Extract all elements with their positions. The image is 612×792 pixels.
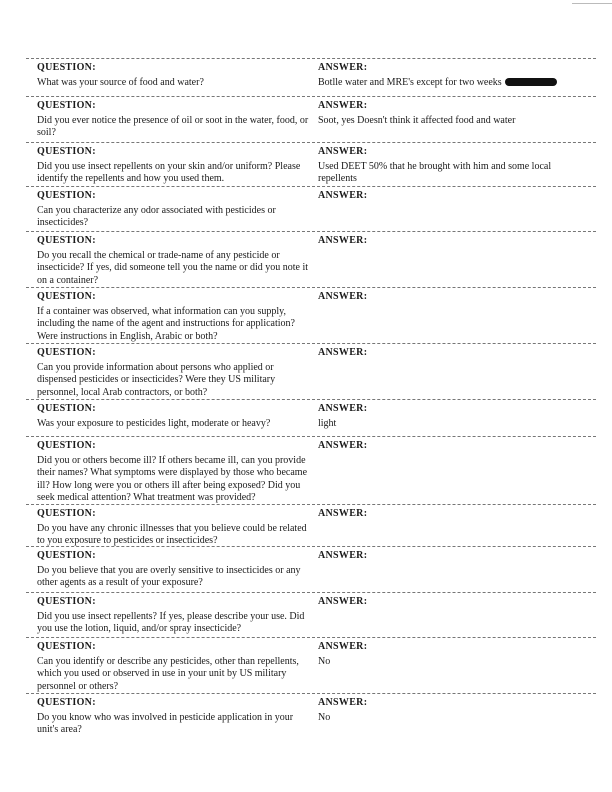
question-label: QUESTION:: [37, 440, 96, 451]
question-cell: [37, 641, 312, 693]
qa-row: [26, 186, 596, 229]
qa-row: [26, 546, 596, 589]
answer-label: ANSWER:: [318, 291, 368, 302]
answer-cell: [318, 146, 578, 186]
question-label: QUESTION:: [37, 291, 96, 302]
question-cell: [37, 697, 312, 737]
answer-text: Botlle water and MRE's except for two weeks: [318, 76, 502, 88]
question-label: QUESTION:: [37, 62, 96, 73]
answer-cell: [318, 100, 578, 127]
answer-cell: [318, 62, 578, 89]
answer-label: ANSWER:: [318, 550, 368, 561]
qa-row: [26, 287, 596, 342]
question-text: What was your source of food and water?: [37, 76, 204, 88]
answer-cell: [318, 641, 578, 668]
qa-row: [26, 58, 596, 88]
answer-cell: [318, 508, 578, 523]
answer-label: ANSWER:: [318, 596, 368, 607]
question-cell: [37, 403, 312, 430]
question-cell: [37, 550, 312, 590]
qa-row: [26, 399, 596, 429]
question-text: Did you ever notice the presence of oil or soot in the water, food, or soil?: [37, 114, 309, 139]
question-text: Do you know who was involved in pesticide application in your unit's area?: [37, 711, 294, 736]
question-label: QUESTION:: [37, 347, 96, 358]
question-cell: [37, 596, 312, 636]
answer-cell: [318, 403, 578, 430]
answer-text: No: [318, 711, 331, 723]
scan-mark: [572, 3, 612, 4]
question-label: QUESTION:: [37, 403, 96, 414]
answer-label: ANSWER:: [318, 403, 368, 414]
answer-label: ANSWER:: [318, 190, 368, 201]
question-cell: [37, 190, 312, 230]
question-text: If a container was observed, what information can you supply, including the name of the agent and instructions for application? Were instructions in English, Arabic or both?: [37, 305, 295, 342]
answer-cell: [318, 190, 578, 205]
question-text: Do you recall the chemical or trade-name of any pesticide or insecticide? If yes, did someone tell you the name or did you note it on a container?: [37, 249, 309, 286]
question-label: QUESTION:: [37, 235, 96, 246]
question-text: Was your exposure to pesticides light, moderate or heavy?: [37, 417, 271, 429]
question-text: Did you use insect repellents? If yes, please describe your use. Did you use the lotion, liquid, and/or spray insecticide?: [37, 610, 305, 635]
question-text: Do you have any chronic illnesses that you believe could be related to you exposure to pesticides or insecticides?: [37, 522, 307, 547]
qa-row: [26, 436, 596, 504]
qa-row: [26, 142, 596, 185]
question-text: Do you believe that you are overly sensitive to insecticides or any other agents as a result of your exposure?: [37, 564, 301, 589]
question-label: QUESTION:: [37, 550, 96, 561]
question-text: Did you or others become ill? If others became ill, can you provide their names? What symptoms were displayed by those who became ill? How long were you or others ill after being exposed? Did you seek medical attention? What treatment was provided?: [37, 454, 308, 504]
answer-cell: [318, 347, 578, 362]
question-label: QUESTION:: [37, 190, 96, 201]
answer-text: Soot, yes Doesn't think it affected food and water: [318, 114, 516, 126]
answer-text: light: [318, 417, 337, 429]
question-label: QUESTION:: [37, 100, 96, 111]
answer-label: ANSWER:: [318, 100, 368, 111]
answer-cell: [318, 697, 578, 724]
answer-label: ANSWER:: [318, 641, 368, 652]
question-label: QUESTION:: [37, 146, 96, 157]
qa-row: [26, 637, 596, 692]
answer-label: ANSWER:: [318, 62, 368, 73]
qa-row: [26, 96, 596, 139]
question-cell: [37, 440, 312, 505]
question-cell: [37, 100, 312, 140]
answer-text: Used DEET 50% that he brought with him and some local repellents: [318, 160, 552, 185]
answer-text: No: [318, 655, 331, 667]
question-text: Can you characterize any odor associated with pesticides or insecticides?: [37, 204, 276, 229]
answer-cell: [318, 596, 578, 611]
question-text: Did you use insect repellents on your skin and/or uniform? Please identify the repellents and how you used them.: [37, 160, 301, 185]
question-label: QUESTION:: [37, 697, 96, 708]
question-cell: [37, 347, 312, 399]
question-cell: [37, 291, 312, 343]
answer-cell: [318, 440, 578, 455]
answer-label: ANSWER:: [318, 697, 368, 708]
question-cell: [37, 508, 312, 548]
answer-label: ANSWER:: [318, 146, 368, 157]
question-cell: [37, 62, 312, 89]
answer-label: ANSWER:: [318, 235, 368, 246]
question-cell: [37, 146, 312, 186]
qa-row: [26, 504, 596, 547]
question-label: QUESTION:: [37, 641, 96, 652]
question-text: Can you provide information about persons who applied or dispensed pesticides or insecticides? Were they US military personnel, local Arab contractors, or both?: [37, 361, 276, 398]
redaction-mark: [505, 78, 557, 86]
answer-label: ANSWER:: [318, 508, 368, 519]
qa-row: [26, 592, 596, 635]
answer-cell: [318, 550, 578, 565]
answer-cell: [318, 235, 578, 250]
answer-label: ANSWER:: [318, 347, 368, 358]
qa-row: [26, 693, 596, 736]
qa-row: [26, 231, 596, 286]
answer-cell: [318, 291, 578, 306]
question-label: QUESTION:: [37, 596, 96, 607]
question-label: QUESTION:: [37, 508, 96, 519]
answer-label: ANSWER:: [318, 440, 368, 451]
question-cell: [37, 235, 312, 287]
qa-row: [26, 343, 596, 398]
question-text: Can you identify or describe any pesticides, other than repellents, which you used or observed in use in your unit by US military personnel or others?: [37, 655, 299, 692]
